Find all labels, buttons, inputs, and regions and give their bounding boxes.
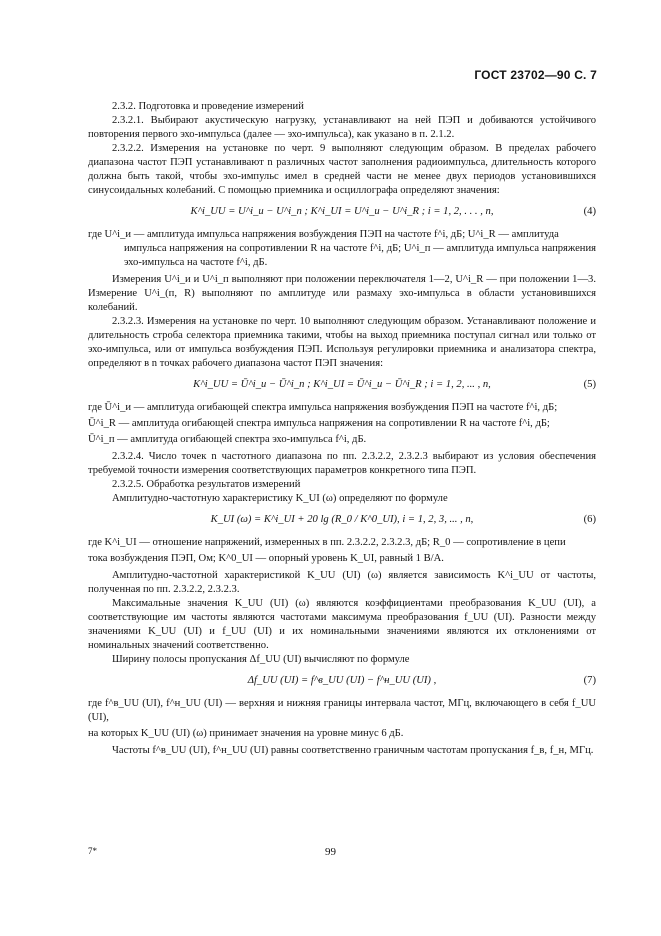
formula-4 (88, 202, 596, 224)
paragraph-maximum-values: Максимальные значения K_UU (UI) (ω) являются коэффициентами преобразования K_UU (UI), а соответствующие им частоты являются частотами максимума преобразования f_UU (UI). Разности между значениями K_UU (UI) и f_UU (UI) и их номинальными значениями являются их отклонениями от номинальных значений соответственно. (88, 598, 596, 651)
formula-4-definition-1: где U^i_и — амплитуда импульса напряжения возбуждения ПЭП на частоте f^i, дБ; U^i_R — амплитуда (88, 229, 559, 240)
formula-5-definition-3: Ū^i_п — амплитуда огибающей спектра эхо-импульса f^i, дБ. (88, 434, 367, 445)
formula-5-definition-2: Ū^i_R — амплитуда огибающей спектра импульса напряжения на сопротивлении R на частоте f^i, дБ; (88, 418, 550, 429)
formula-7-expression: Δf_UU (UI) = f^в_UU (UI) − f^н_UU (UI) , (247, 675, 437, 686)
formula-7-definition-2: на которых K_UU (UI) (ω) принимает значения на уровне минус 6 дБ. (88, 728, 404, 739)
formula-5-expression: K^i_UU = Ū^i_и − Ū^i_п ; K^i_UI = Ū^i_и − Ū^i_R ; i = 1, 2, ... , n, (193, 379, 491, 390)
section-heading: 2.3.2. Подготовка и проведение измерений (112, 101, 304, 112)
paragraph-frequency-characteristic: Амплитудно-частотной характеристикой K_UU (UI) (ω) является зависимость K^i_UU от частоты, полученная по пп. 2.3.2.2, 2.3.2.3. (88, 570, 596, 595)
formula-6-definition-2: тока возбуждения ПЭП, Ом; K^0_UI — опорный уровень K_UI, равный 1 В/А. (88, 553, 444, 564)
formula-4-definition-2: импульса напряжения на сопротивлении R на частоте f^i, дБ; U^i_п — амплитуда импульса напряжения эхо-импульса на частоте f^i, дБ. (124, 243, 596, 268)
signature-mark: 7* (88, 846, 97, 856)
formula-6-definition-1: где K^i_UI — отношение напряжений, измеренных в пп. 2.3.2.2, 2.3.2.3, дБ; R_0 — сопротивление в цепи (88, 537, 566, 548)
paragraph-boundary-frequencies: Частоты f^в_UU (UI), f^н_UU (UI) равны соответственно граничным частотам пропускания f_в, f_н, МГц. (112, 745, 594, 756)
paragraph-measurement-positions: Измерения U^i_и и U^i_п выполняют при положении переключателя 1—2, U^i_R — при положении 1—3. Измерение U^i_(п, R) выполняют по амплитуде или размаху эхо-импульса в области установившихся колебаний. (88, 274, 596, 313)
formula-5 (88, 375, 596, 397)
paragraph-2-3-2-4: 2.3.2.4. Число точек n частотного диапазона по пп. 2.3.2.2, 2.3.2.3 выбирают из условия обеспечения требуемой точности измерения соответствующих параметров конкретного типа ПЭП. (88, 451, 596, 476)
paragraph-2-3-2-2: 2.3.2.2. Измерения на установке по черт. 9 выполняют следующим образом. В пределах рабочего диапазона частот ПЭП устанавливают n различных частот заполнения радиоимпульса, длительность которого должна быть такой, чтобы эхо-импульс имел в средней части не менее двух периодов установившихся синусоидальных колебаний. С помощью приемника и осциллографа определяют значения: (88, 143, 596, 196)
paragraph-2-3-2-5: 2.3.2.5. Обработка результатов измерений (112, 479, 301, 490)
paragraph-bandwidth: Ширину полосы пропускания Δf_UU (UI) вычисляют по формуле (112, 654, 410, 665)
formula-7 (88, 671, 596, 693)
paragraph-frequency-response: Амплитудно-частотную характеристику K_UI (ω) определяют по формуле (112, 493, 448, 504)
formula-6-expression: K_UI (ω) = K^i_UI + 20 lg (R_0 / K^0_UI), i = 1, 2, 3, ... , n, (210, 514, 474, 525)
formula-6 (88, 510, 596, 532)
formula-7-definition-1: где f^в_UU (UI), f^н_UU (UI) — верхняя и нижняя границы интервала частот, МГц, включающего в себя f_UU (UI), (88, 698, 596, 723)
document-body (88, 100, 596, 758)
paragraph-2-3-2-1: 2.3.2.1. Выбирают акустическую нагрузку, устанавливают на ней ПЭП и добиваются устойчивого повторения первого эхо-импульса (далее — эхо-импульса), как указано в п. 2.1.2. (88, 115, 596, 140)
formula-5-number: (5) (583, 379, 596, 390)
standard-code-header: ГОСТ 23702—90 С. 7 (474, 68, 597, 82)
formula-5-definition-1: где Ū^i_и — амплитуда огибающей спектра импульса напряжения возбуждения ПЭП на частоте f^i, дБ; (88, 402, 558, 413)
formula-4-expression: K^i_UU = U^i_и − U^i_п ; K^i_UI = U^i_и − U^i_R ; i = 1, 2, . . . , n, (190, 206, 494, 217)
formula-6-number: (6) (583, 514, 596, 525)
paragraph-2-3-2-3: 2.3.2.3. Измерения на установке по черт. 10 выполняют следующим образом. Устанавливают положение и длительность строба селектора приемника такими, чтобы на выход приемника поступал сигнал или только от эхо-импульса, или от импульса возбуждения ПЭП. Используя регулировки приемника и анализатора спектра, определяют в n точках рабочего диапазона частот ПЭП значения: (88, 316, 596, 369)
formula-7-number: (7) (583, 675, 596, 686)
formula-4-number: (4) (583, 206, 596, 217)
page-number: 99 (325, 846, 336, 858)
